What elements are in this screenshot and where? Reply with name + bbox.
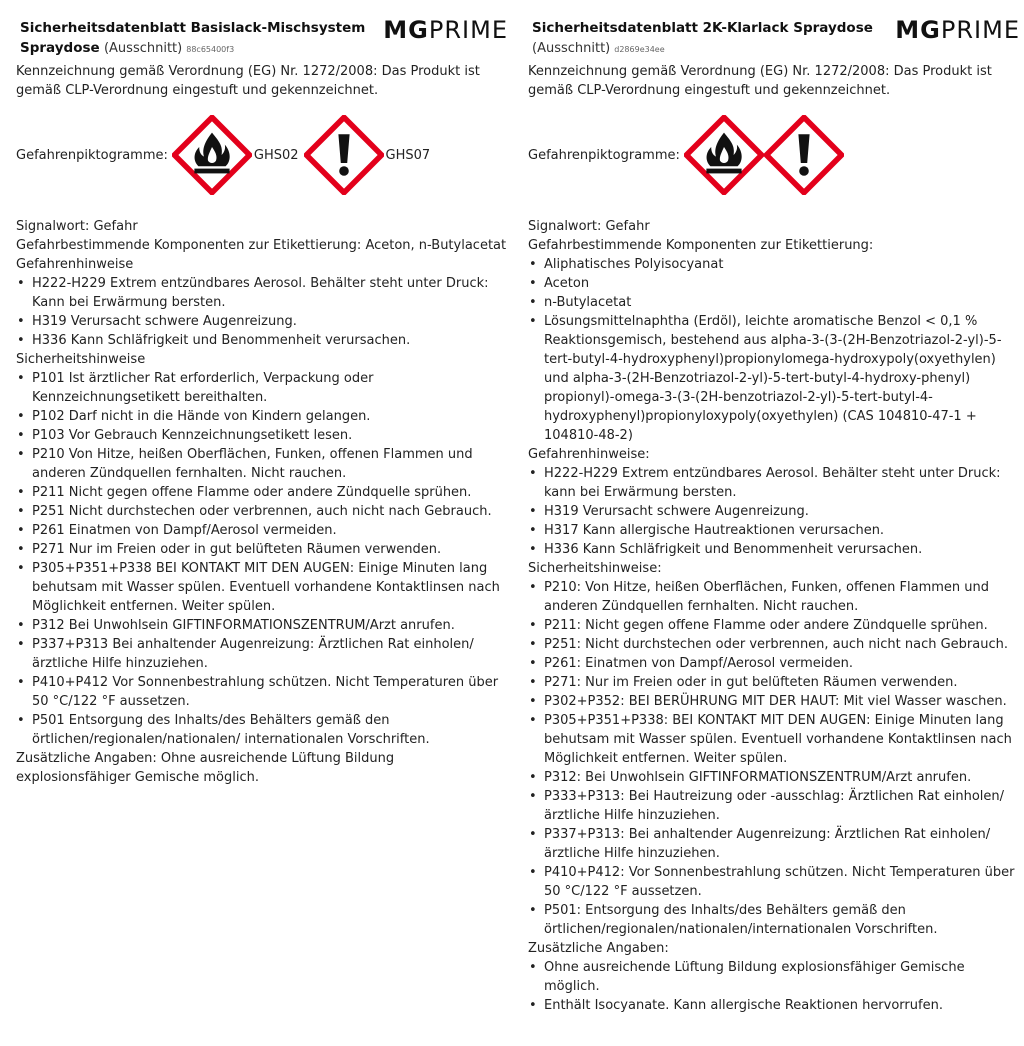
right-title (532, 18, 892, 60)
list-item: • P337+P313 Bei anhaltender Augenreizung: Ärztlichen Rat einholen/ärztliche Hilfe hinzuziehen. (16, 635, 508, 673)
list-item: • P211 Nicht gegen offene Flamme oder andere Zündquelle sprühen. (16, 483, 508, 502)
list-item: • H222-H229 Extrem entzündbares Aerosol. Behälter steht unter Druck: Kann bei Erwärmung bersten. (16, 274, 508, 312)
list-item: • P333+P313: Bei Hautreizung oder -ausschlag: Ärztlichen Rat einholen/ärztliche Hilfe hinzuziehen. (528, 787, 1020, 825)
left-title-code: 88c65400f3 (186, 45, 235, 54)
right-intro: Kennzeichnung gemäß Verordnung (EG) Nr. 1272/2008: Das Produkt ist gemäß CLP-Verordnung eingestuft und gekennzeichnet. (528, 64, 992, 98)
list-item: • H319 Verursacht schwere Augenreizung. (528, 502, 1020, 521)
left-intro: Kennzeichnung gemäß Verordnung (EG) Nr. 1272/2008: Das Produkt ist gemäß CLP-Verordnung eingestuft und gekennzeichnet. (16, 64, 480, 98)
list-item: • Enthält Isocyanate. Kann allergische Reaktionen hervorrufen. (528, 996, 1020, 1015)
list-item: • Ohne ausreichende Lüftung Bildung explosionsfähiger Gemische möglich. (528, 958, 1020, 996)
left-pictogram-row (16, 115, 508, 195)
right-title-sub: (Ausschnitt) (532, 41, 611, 56)
flame-icon (172, 115, 252, 195)
list-item: • P271 Nur im Freien oder in gut belüfteten Räumen verwenden. (16, 540, 508, 559)
exclamation-icon (764, 115, 844, 195)
right-header (528, 0, 1020, 62)
list-item: • P302+P352: BEI BERÜHRUNG MIT DER HAUT: Mit viel Wasser waschen. (528, 692, 1020, 711)
list-item: • P305+P351+P338 BEI KONTAKT MIT DEN AUGEN: Einige Minuten lang behutsam mit Wasser spülen. Eventuell vorhandene Kontaktlinsen nach Möglichkeit entfernen. Weiter spülen. (16, 559, 508, 616)
right-components-list (528, 255, 1020, 445)
list-item: • Aliphatisches Polyisocyanat (528, 255, 1020, 274)
right-additional-heading: Zusätzliche Angaben: (528, 941, 669, 956)
right-signal-word: Signalwort: Gefahr (528, 219, 650, 234)
exclamation-icon (304, 115, 384, 195)
list-item: • P210 Von Hitze, heißen Oberflächen, Funken, offenen Flammen und anderen Zündquellen fernhalten. Nicht rauchen. (16, 445, 508, 483)
list-item: • P271: Nur im Freien oder in gut belüfteten Räumen verwenden. (528, 673, 1020, 692)
list-item: • P211: Nicht gegen offene Flamme oder andere Zündquelle sprühen. (528, 616, 1020, 635)
list-item: • P410+P412: Vor Sonnenbestrahlung schützen. Nicht Temperaturen über 50 °C/122 °F aussetzen. (528, 863, 1020, 901)
left-hazard-heading: Gefahrenhinweise (16, 257, 134, 272)
left-title-bold: Sicherheitsdatenblatt Basislack-Mischsystem Spraydose (20, 20, 366, 56)
left-additional: Zusätzliche Angaben: Ohne ausreichende Lüftung Bildung explosionsfähiger Gemische möglich. (16, 751, 395, 785)
left-title (20, 18, 380, 60)
left-safety-list (16, 369, 508, 749)
list-item: • Lösungsmittelnaphtha (Erdöl), leichte aromatische Benzol < 0,1 % Reaktionsgemisch, bestehend aus alpha-3-(3-(2H-Benzotriazol-2-yl)-5-tert-butyl-4-hydroxyphenyl)propionylomega-hydroxypoly(oxyethylen) und alpha-3-(2H-Benzotriazol-2-yl)-5-tert-butyl-4-hydroxy-phenyl) propionyl)-omega-3-(3-(2H-benzotriazol-2-yl)-5-tert-butyl-4-hydroxyphenyl)propionyloxypoly(oxyethylen) (CAS 104810-47-1 + 104810-48-2) (528, 312, 1020, 445)
right-hazard-heading: Gefahrenhinweise: (528, 447, 650, 462)
right-brand-logo: MGPRIME (895, 16, 1020, 44)
list-item: • P305+P351+P338: BEI KONTAKT MIT DEN AUGEN: Einige Minuten lang behutsam mit Wasser spülen. Eventuell vorhandene Kontaktlinsen nach Möglichkeit entfernen. Weiter spülen. (528, 711, 1020, 768)
right-datasheet (528, 0, 1020, 1015)
flame-icon (684, 115, 764, 195)
list-item: • P312 Bei Unwohlsein GIFTINFORMATIONSZENTRUM/Arzt anrufen. (16, 616, 508, 635)
right-pictogram-row (528, 115, 1020, 195)
left-pictogram-code-1: GHS02 (253, 147, 299, 163)
list-item: • P261 Einatmen von Dampf/Aerosol vermeiden. (16, 521, 508, 540)
list-item: • P251 Nicht durchstechen oder verbrennen, auch nicht nach Gebrauch. (16, 502, 508, 521)
list-item: • P501: Entsorgung des Inhalts/des Behälters gemäß den örtlichen/regionalen/nationalen/internationalen Vorschriften. (528, 901, 1020, 939)
list-item: • P410+P412 Vor Sonnenbestrahlung schützen. Nicht Temperaturen über 50 °C/122 °F aussetzen. (16, 673, 508, 711)
right-hazard-list (528, 464, 1020, 559)
left-hazard-list (16, 274, 508, 350)
left-signal-word: Signalwort: Gefahr (16, 219, 138, 234)
list-item: • H319 Verursacht schwere Augenreizung. (16, 312, 508, 331)
right-title-code: d2869e34ee (614, 45, 665, 54)
left-pictogram-label: Gefahrenpiktogramme: (16, 147, 168, 163)
left-components: Gefahrbestimmende Komponenten zur Etikettierung: Aceton, n-Butylacetat (16, 238, 507, 253)
list-item: • H336 Kann Schläfrigkeit und Benommenheit verursachen. (528, 540, 1020, 559)
right-safety-list (528, 578, 1020, 939)
left-pictogram-code-2: GHS07 (385, 147, 431, 163)
right-pictogram-label: Gefahrenpiktogramme: (528, 147, 680, 163)
left-brand-logo: MGPRIME (383, 16, 508, 44)
list-item: • P337+P313: Bei anhaltender Augenreizung: Ärztlichen Rat einholen/ärztliche Hilfe hinzuziehen. (528, 825, 1020, 863)
list-item: • P312: Bei Unwohlsein GIFTINFORMATIONSZENTRUM/Arzt anrufen. (528, 768, 1020, 787)
list-item: • P501 Entsorgung des Inhalts/des Behälters gemäß den örtlichen/regionalen/nationalen/ internationalen Vorschriften. (16, 711, 508, 749)
list-item: • P251: Nicht durchstechen oder verbrennen, auch nicht nach Gebrauch. (528, 635, 1020, 654)
list-item: • P261: Einatmen von Dampf/Aerosol vermeiden. (528, 654, 1020, 673)
list-item: • n-Butylacetat (528, 293, 1020, 312)
left-title-sub: (Ausschnitt) (103, 41, 183, 56)
left-header (16, 0, 508, 62)
list-item: • Aceton (528, 274, 1020, 293)
list-item: • H317 Kann allergische Hautreaktionen verursachen. (528, 521, 1020, 540)
list-item: • P210: Von Hitze, heißen Oberflächen, Funken, offenen Flammen und anderen Zündquellen fernhalten. Nicht rauchen. (528, 578, 1020, 616)
list-item: • P101 Ist ärztlicher Rat erforderlich, Verpackung oder Kennzeichnungsetikett bereithalten. (16, 369, 508, 407)
right-additional-list (528, 958, 1020, 1015)
left-safety-heading: Sicherheitshinweise (16, 352, 146, 367)
list-item: • H336 Kann Schläfrigkeit und Benommenheit verursachen. (16, 331, 508, 350)
list-item: • P102 Darf nicht in die Hände von Kindern gelangen. (16, 407, 508, 426)
right-components-heading: Gefahrbestimmende Komponenten zur Etikettierung: (528, 238, 874, 253)
right-safety-heading: Sicherheitshinweise: (528, 561, 662, 576)
right-title-bold: Sicherheitsdatenblatt 2K-Klarlack Spraydose (532, 20, 873, 36)
left-datasheet (16, 0, 508, 787)
list-item: • P103 Vor Gebrauch Kennzeichnungsetikett lesen. (16, 426, 508, 445)
list-item: • H222-H229 Extrem entzündbares Aerosol. Behälter steht unter Druck: kann bei Erwärmung bersten. (528, 464, 1020, 502)
